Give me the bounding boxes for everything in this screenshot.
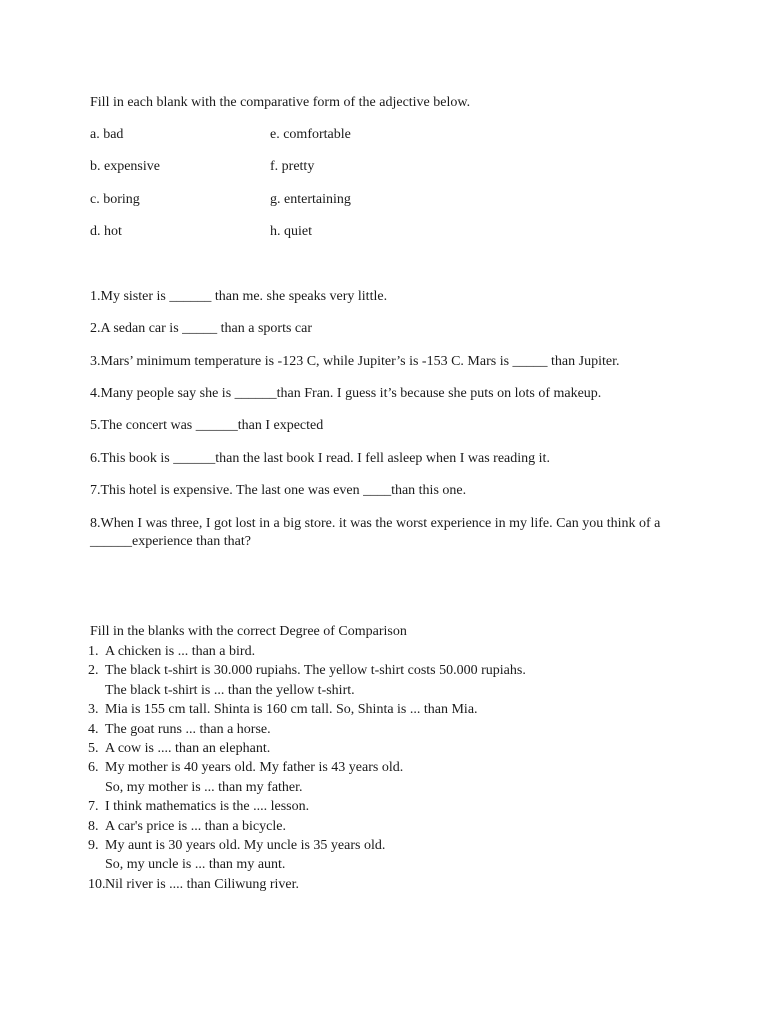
adjective-option-h: h. quiet — [270, 224, 312, 239]
adjective-option-b: b. expensive — [90, 159, 160, 174]
exercise1-sentence-3: 3.Mars’ minimum temperature is -123 C, while Jupiter’s is -153 C. Mars is _____ than Jupiter. — [90, 354, 620, 369]
item-text: Mia is 155 cm tall. Shinta is 160 cm tall. So, Shinta is ... than Mia. — [105, 702, 478, 718]
adjective-option-g: g. entertaining — [270, 192, 351, 207]
item-number: 2. — [88, 663, 99, 679]
adjective-option-c: c. boring — [90, 192, 140, 207]
item-text: A car's price is ... than a bicycle. — [105, 818, 286, 834]
item-continuation: So, my uncle is ... than my aunt. — [105, 857, 286, 873]
item-continuation: The black t-shirt is ... than the yellow t-shirt. — [105, 682, 355, 698]
item-number: 5. — [88, 741, 99, 757]
item-number: 10. — [88, 876, 106, 892]
item-text: A cow is .... than an elephant. — [105, 741, 271, 757]
list-item — [88, 797, 708, 816]
item-number: 8. — [88, 818, 99, 834]
item-text: I think mathematics is the .... lesson. — [105, 799, 310, 815]
item-number: 7. — [88, 799, 99, 815]
list-item — [88, 875, 708, 894]
item-text: My aunt is 30 years old. My uncle is 35 years old. — [105, 838, 386, 854]
item-text: A chicken is ... than a bird. — [105, 644, 256, 659]
item-number: 1. — [88, 644, 99, 659]
section2-instruction: Fill in the blanks with the correct Degree of Comparison — [90, 624, 407, 639]
list-item — [88, 642, 708, 661]
exercise1-sentence-8: 8.When I was three, I got lost in a big store. it was the worst experience in my life. Can you think of a ______experience than that? — [90, 516, 661, 549]
item-text: The goat runs ... than a horse. — [105, 721, 271, 737]
list-item — [88, 739, 708, 758]
exercise1-sentence-7: 7.This hotel is expensive. The last one was even ____than this one. — [90, 483, 467, 498]
exercise1-sentence-2: 2.A sedan car is _____ than a sports car — [90, 321, 312, 336]
item-text: My mother is 40 years old. My father is 43 years old. — [105, 760, 404, 776]
section1-instruction: Fill in each blank with the comparative form of the adjective below. — [90, 95, 471, 110]
item-number: 3. — [88, 702, 99, 718]
item-number: 4. — [88, 721, 99, 737]
exercise2-list — [88, 642, 708, 894]
list-item — [88, 720, 708, 739]
adjective-option-d: d. hot — [90, 224, 122, 239]
item-text: The black t-shirt is 30.000 rupiahs. The yellow t-shirt costs 50.000 rupiahs. — [105, 663, 526, 679]
list-item — [88, 661, 708, 700]
item-number: 6. — [88, 760, 99, 776]
list-item — [88, 817, 708, 836]
exercise1-sentence-1: 1.My sister is ______ than me. she speaks very little. — [90, 289, 388, 304]
adjective-option-a: a. bad — [90, 127, 124, 142]
exercise1-sentence-6: 6.This book is ______than the last book I read. I fell asleep when I was reading it. — [90, 451, 550, 466]
adjective-option-e: e. comfortable — [270, 127, 351, 142]
exercise1-sentence-5: 5.The concert was ______than I expected — [90, 418, 324, 433]
list-item — [88, 836, 708, 875]
adjective-option-f: f. pretty — [270, 159, 315, 174]
exercise1-sentence-4: 4.Many people say she is ______than Fran. I guess it’s because she puts on lots of makeup. — [90, 386, 602, 401]
item-text: Nil river is .... than Ciliwung river. — [105, 876, 300, 892]
item-number: 9. — [88, 838, 99, 854]
list-item — [88, 758, 708, 797]
list-item — [88, 700, 708, 719]
item-continuation: So, my mother is ... than my father. — [105, 779, 303, 795]
